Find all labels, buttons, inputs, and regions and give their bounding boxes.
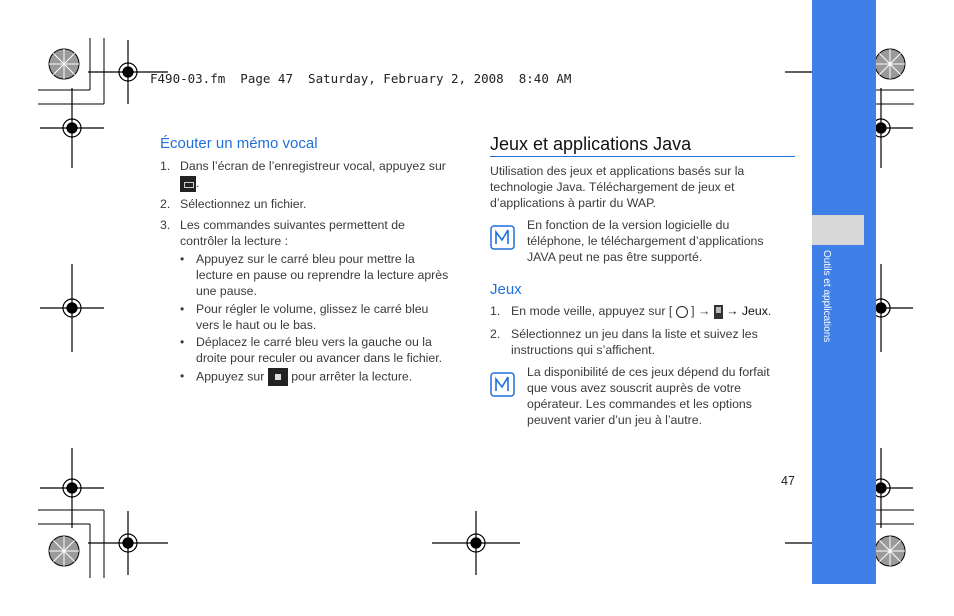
voice-memo-steps: 1. Dans l’écran de l’enregistreur vocal, appuyez sur . 2. Sélectionnez un fichier. 3. Les commandes suivantes permettent de contrôler la lecture : • Appuyez sur le carré bleu pour mettre la lecture en pause ou reprendre la lecture après une pause. • Pour régler le volume, glissez le carré bleu vers le haut ou le bas. • Déplacez le carré bleu vers la gauche ou la droite pour reculer ou avancer dans le fichier. • Appuyez sur pour arrêter la lecture. [160, 158, 470, 398]
section-title-java: Jeux et applications Java [490, 134, 692, 154]
note-java-support: En fonction de la version logicielle du téléphone, le téléchargement d’applications JAVA peut ne pas être supporté. [527, 218, 764, 264]
java-intro: Utilisation des jeux et applications basés sur la technologie Java. Téléchargement de jeux et d’applications à partir du WAP. [490, 164, 745, 210]
title-rule [490, 156, 795, 157]
print-header: F490-03.fm Page 47 Saturday, February 2, 2008 8:40 AM [150, 71, 572, 86]
note-icon [490, 225, 515, 250]
chapter-label: Outils et applications [821, 250, 832, 343]
menu-key-icon [714, 305, 723, 319]
page-number: 47 [781, 474, 795, 488]
section-title-voice-memo: Écouter un mémo vocal [160, 135, 318, 152]
subsection-title-games: Jeux [490, 281, 522, 298]
note-games-availability: La disponibilité de ces jeux dépend du forfait que vous avez souscrit auprès de votre opérateur. Les commandes et les options peuvent varier d’un jeu à l’autre. [527, 365, 770, 427]
games-steps: 1. En mode veille, appuyez sur [ ] → → Jeux. 2. Sélectionnez un jeu dans la liste et suivez les instructions qui s’affichent. [490, 304, 772, 357]
keyboard-icon [180, 176, 196, 192]
chapter-tab [812, 215, 864, 245]
stop-icon [268, 368, 288, 386]
note-icon [490, 372, 515, 397]
confirm-key-icon [676, 306, 688, 318]
